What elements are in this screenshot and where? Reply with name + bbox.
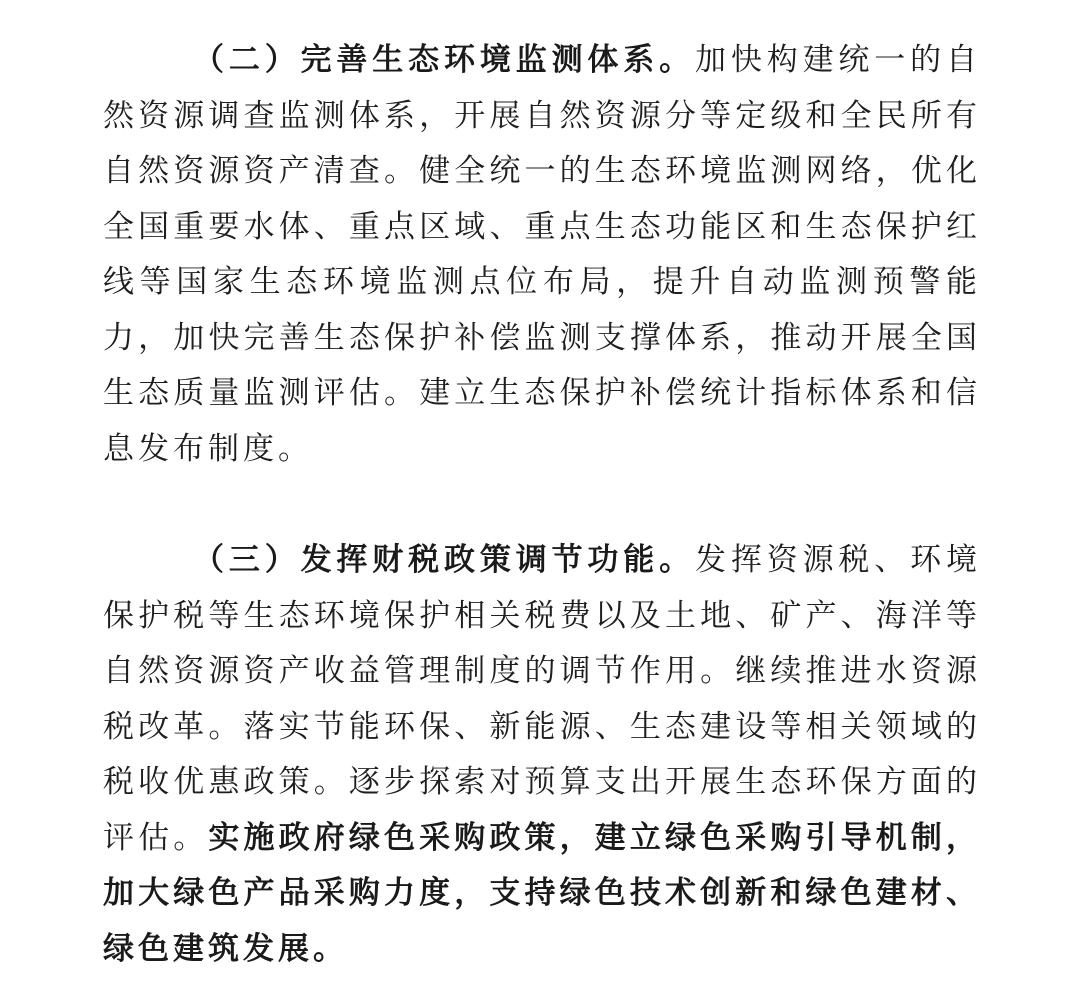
section-three-emphasis: 实施政府绿色采购政策，建立绿色采购引导机制，加大绿色产品采购力度，支持绿色技术创新和绿色建材、绿色建筑发展。 (103, 819, 981, 967)
section-two-paragraph (103, 33, 981, 477)
section-three-body: 发挥资源税、环境保护税等生态环境保护相关税费以及土地、矿产、海洋等自然资源资产收益管理制度的调节作用。继续推进水资源税改革。落实节能环保、新能源、生态建设等相关领域的税收优惠政策。逐步探索对预算支出开展生态环保方面的评估。 (103, 542, 981, 856)
section-two-body: 加快构建统一的自然资源调查监测体系，开展自然资源分等定级和全民所有自然资源资产清查。健全统一的生态环境监测网络，优化全国重要水体、重点区域、重点生态功能区和生态保护红线等国家生态环境监测点位布局，提升自动监测预警能力，加快完善生态保护补偿监测支撑体系，推动开展全国生态质量监测评估。建立生态保护补偿统计指标体系和信息发布制度。 (103, 42, 981, 467)
section-three-paragraph (103, 533, 981, 977)
section-three-heading: （三）发挥财税政策调节功能。 (193, 542, 695, 578)
section-two-heading: （二）完善生态环境监测体系。 (193, 42, 695, 78)
